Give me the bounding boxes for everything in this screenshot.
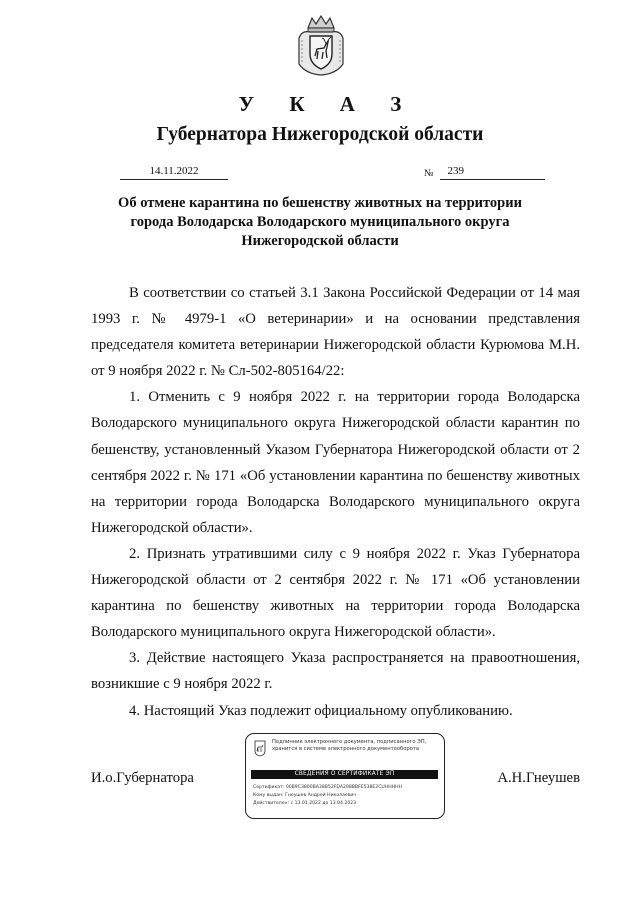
certificate-validity-label: Действителен: [253, 801, 290, 806]
certificate-owner-label: Кому выдан: [253, 793, 284, 798]
number-label: № [424, 168, 434, 179]
signatory-position: И.о.Губернатора [91, 770, 194, 786]
document-number-block [424, 165, 545, 180]
certificate-notice: Подлинник электронного документа, подписанного ЭП, хранится в системе электронного документооборота [272, 739, 427, 752]
issuer-subtitle: Губернатора Нижегородской области [156, 124, 484, 145]
document-type-title: У К А З [238, 92, 417, 116]
e-signature-stamp [245, 733, 445, 819]
document-heading: Об отмене карантина по бешенству животных на территории города Володарска Володарского муниципального округа Нижегородской области [118, 195, 522, 249]
certificate-serial-label: Сертификат: [253, 785, 285, 790]
document-body [91, 280, 580, 724]
coat-of-arms-icon [296, 14, 346, 76]
certificate-serial-row [253, 785, 402, 791]
body-paragraph: 4. Настоящий Указ подлежит официальному опубликованию. [129, 702, 513, 719]
certificate-owner-row [253, 793, 356, 799]
document-date: 14.11.2022 [120, 165, 228, 180]
certificate-validity-value: с 13.01.2022 до 13.04.2023 [290, 801, 357, 806]
body-paragraph: В соответствии со статьей 3.1 Закона Российской Федерации от 14 мая 1993 г. № 4979-1 «О ветеринарии» и на основании представления председателя комитета ветеринарии Нижегородской области Курюмова М.Н. от 9 ноября 2022 г. № Сл-502-805164/22: [91, 285, 580, 380]
certificate-title-bar: СВЕДЕНИЯ О СЕРТИФИКАТЕ ЭП [251, 770, 438, 779]
body-paragraph: 1. Отменить с 9 ноября 2022 г. на территории города Володарска Володарского муниципального округа Нижегородской области карантин по бешенству, установленный Указом Губернатора Нижегородской области от 2 сентября 2022 г. № 171 «Об установлении карантина по бешенству животных на территории города Володарска Володарского муниципального округа Нижегородской области». [91, 389, 580, 536]
certificate-validity-row [253, 801, 356, 807]
coat-of-arms-icon [254, 740, 266, 757]
certificate-serial-value: 00B9C3800BA38B52FDA208BBFE538E2CUHHHHH [285, 785, 403, 790]
body-paragraph: 2. Признать утратившими силу с 9 ноября 2022 г. Указ Губернатора Нижегородской области от 2 сентября 2022 г. № 171 «Об установлении карантина по бешенству животных на территории города Володарска Володарского муниципального округа Нижегородской области». [91, 545, 580, 641]
signatory-name: А.Н.Гнеушев [497, 770, 580, 786]
document-number: 239 [440, 165, 545, 180]
certificate-owner-value: Гнеушев Андрей Николаевич [285, 793, 357, 798]
body-paragraph: 3. Действие настоящего Указа распространяется на правоотношения, возникшие с 9 ноября 2022 г. [91, 650, 580, 693]
